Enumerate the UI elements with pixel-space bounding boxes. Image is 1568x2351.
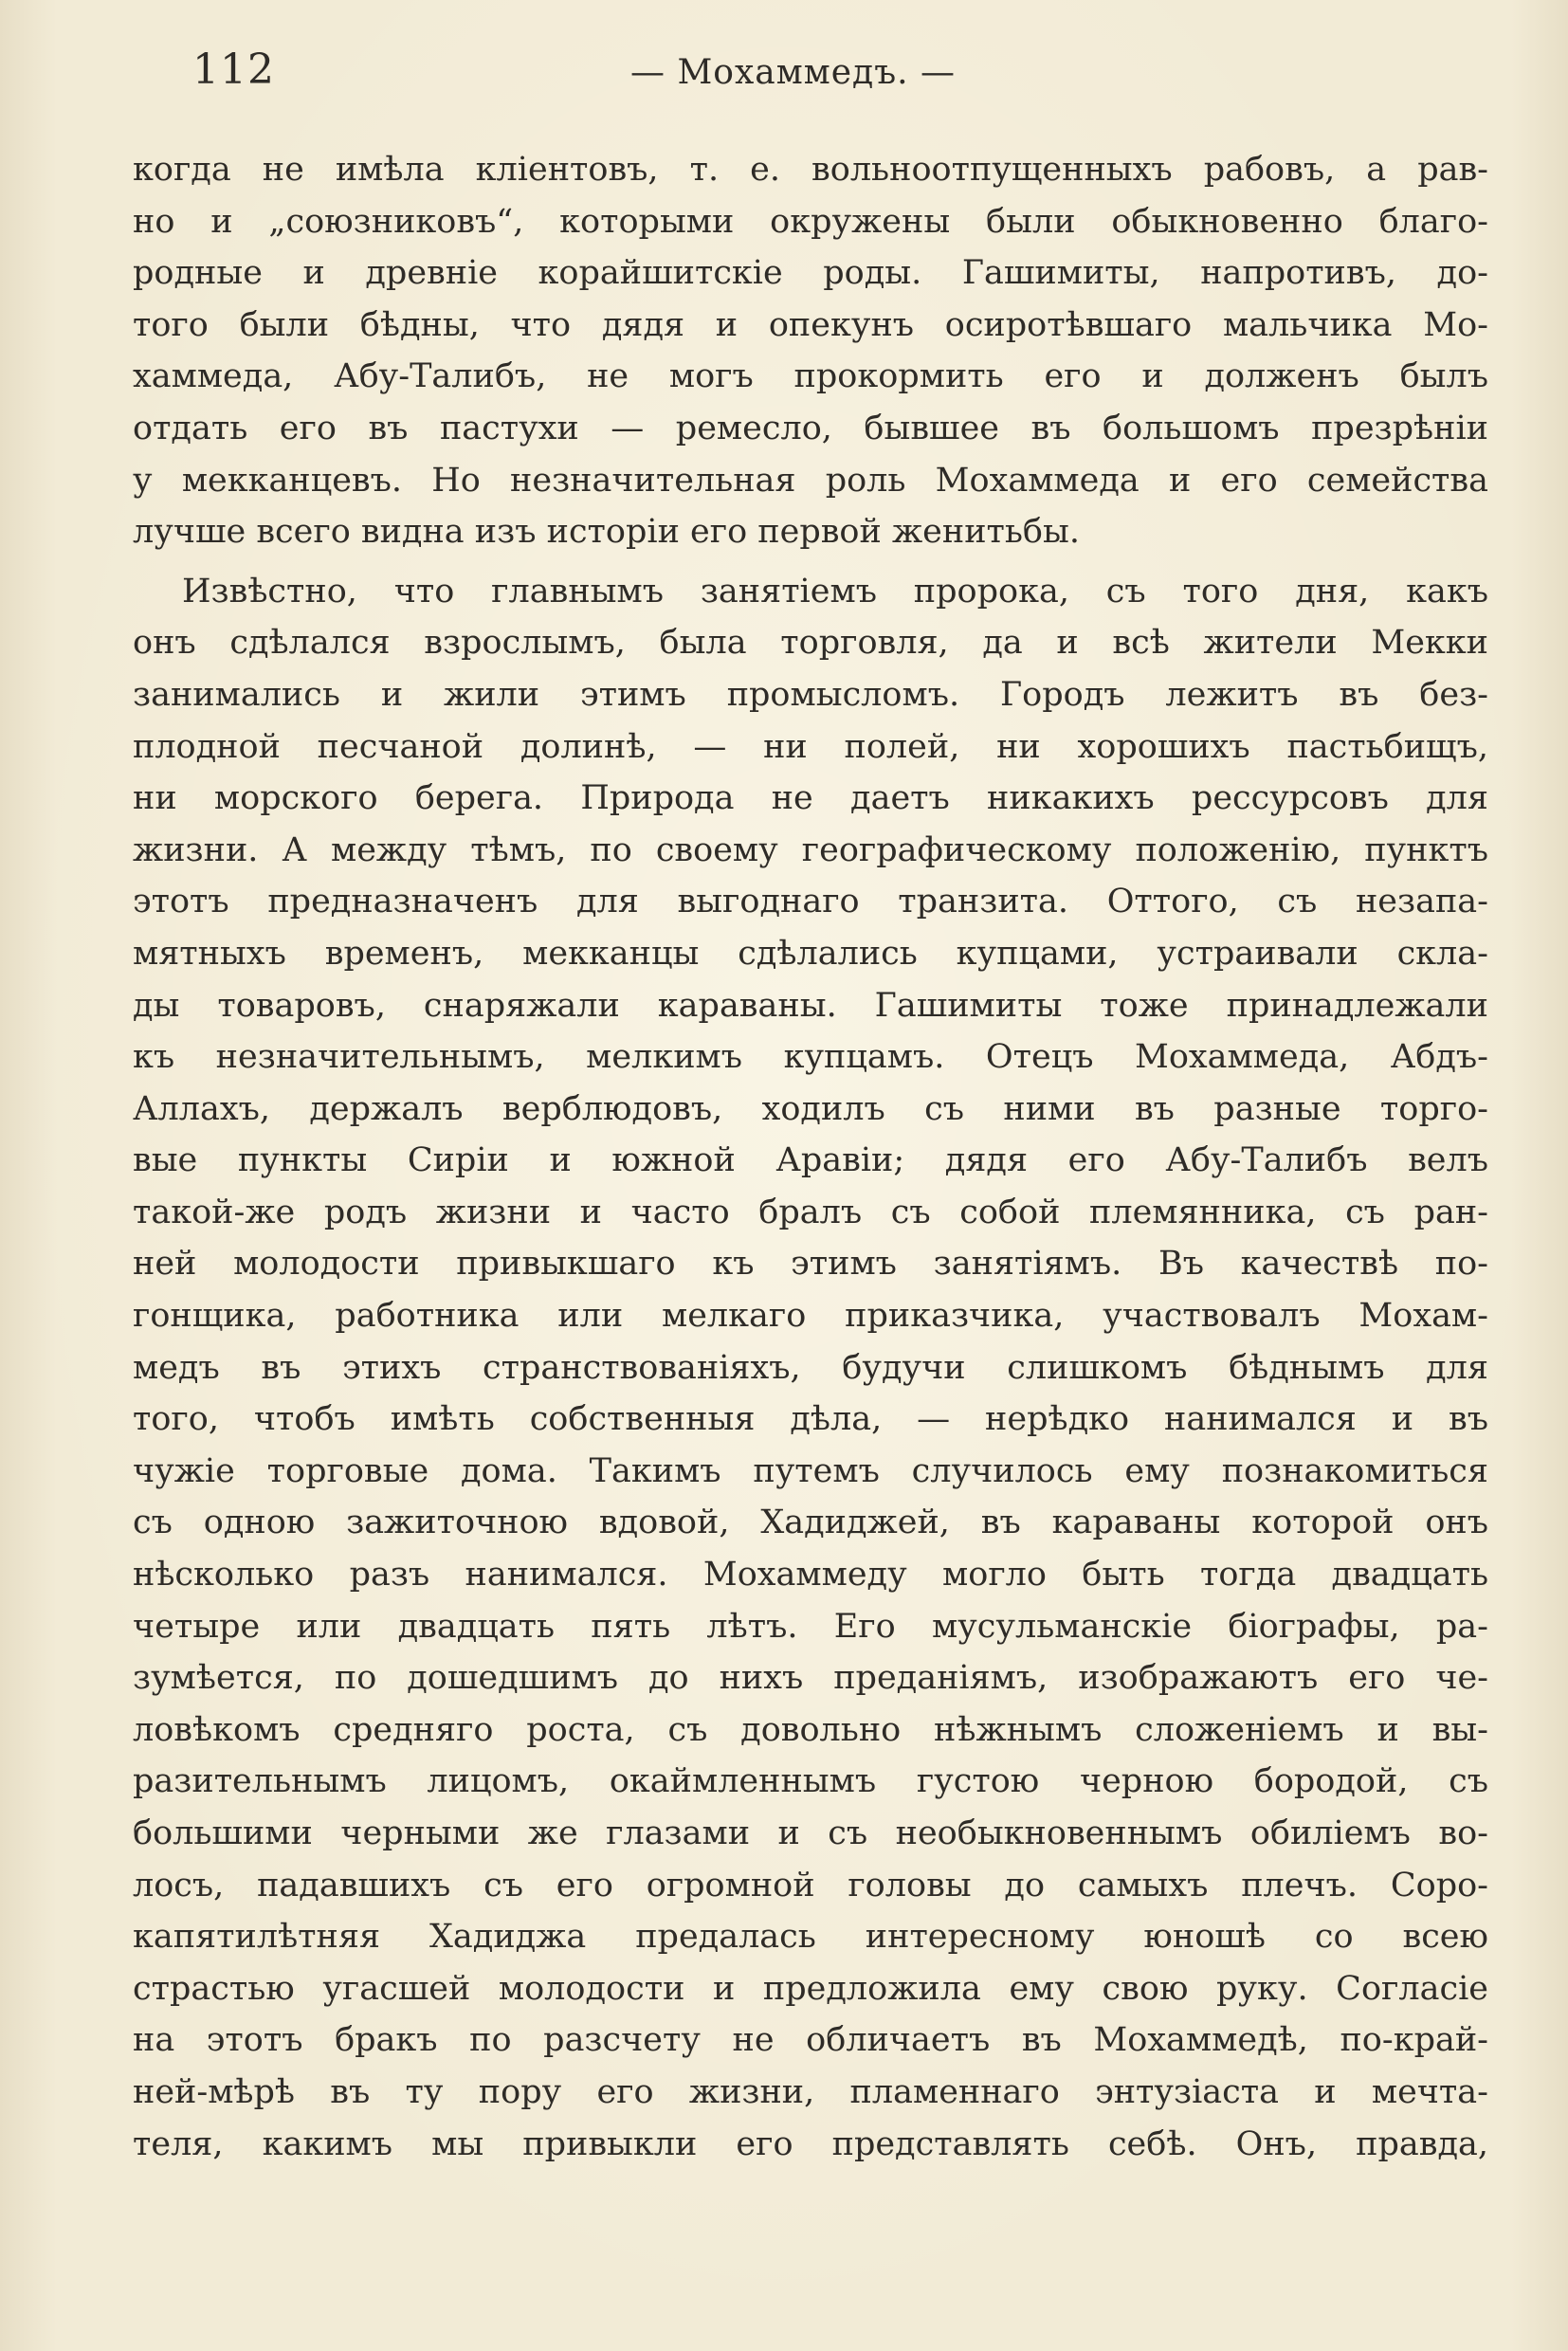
page-number: 112 (192, 46, 275, 94)
text-line: жизни. А между тѣмъ, по своему географическому положенію, пунктъ (133, 830, 1488, 869)
page-header (185, 46, 1493, 112)
text-line: на этотъ бракъ по разсчету не обличаетъ въ Мохаммедѣ, по-край- (133, 2021, 1488, 2060)
text-line: такой-же родъ жизни и часто бралъ съ собой племянника, съ ран- (133, 1193, 1488, 1231)
text-line: къ незначительнымъ, мелкимъ купцамъ. Отецъ Мохаммеда, Абдъ- (133, 1038, 1488, 1077)
text-line: Аллахъ, держалъ верблюдовъ, ходилъ съ ними въ разные торго- (133, 1089, 1488, 1128)
text-line: теля, какимъ мы привыкли его представлять себѣ. Онъ, правда, (133, 2124, 1488, 2163)
text-line: этотъ предназначенъ для выгоднаго транзита. Оттого, съ незапа- (133, 883, 1488, 921)
text-line: нѣсколько разъ нанимался. Мохаммеду могло быть тогда двадцать (133, 1556, 1488, 1595)
text-line: когда не имѣла кліентовъ, т. е. вольноотпущенныхъ рабовъ, а рав- (133, 151, 1488, 189)
text-line: ловѣкомъ средняго роста, съ довольно нѣжнымъ сложеніемъ и вы- (133, 1710, 1488, 1749)
text-line: родные и древніе корайшитскіе роды. Гашимиты, напротивъ, до- (133, 254, 1488, 293)
text-line: медъ въ этихъ странствованіяхъ, будучи слишкомъ бѣднымъ для (133, 1348, 1488, 1387)
text-line: капятилѣтняя Хадиджа предалась интересному юношѣ со всею (133, 1918, 1488, 1957)
text-line: страстью угасшей молодости и предложила ему свою руку. Согласіе (133, 1969, 1488, 2008)
text-line: ней-мѣрѣ въ ту пору его жизни, пламеннаго энтузіаста и мечта- (133, 2072, 1488, 2111)
text-line: но и „союзниковъ“, которыми окружены были обыкновенно благо- (133, 202, 1488, 241)
text-line: большими черными же глазами и съ необыкновеннымъ обиліемъ во- (133, 1814, 1488, 1852)
text-line: плодной песчаной долинѣ, — ни полей, ни хорошихъ пастьбищъ, (133, 727, 1488, 766)
body-text (133, 144, 1488, 2170)
text-line: мятныхъ временъ, мекканцы сдѣлались купцами, устраивали скла- (133, 934, 1488, 973)
text-line: того были бѣдны, что дядя и опекунъ осиротѣвшаго мальчика Мо- (133, 305, 1488, 344)
text-line: занимались и жили этимъ промысломъ. Городъ лежитъ въ без- (133, 675, 1488, 714)
text-line: того, чтобъ имѣть собственныя дѣла, — нерѣдко нанимался и въ (133, 1400, 1488, 1439)
text-line: отдать его въ пастухи — ремесло, бывшее въ большомъ презрѣніи (133, 409, 1488, 447)
text-line: вые пункты Сиріи и южной Аравіи; дядя его Абу-Талибъ велъ (133, 1141, 1488, 1180)
text-line: лосъ, падавшихъ съ его огромной головы до самыхъ плечъ. Соро- (133, 1866, 1488, 1904)
text-line: ды товаровъ, снаряжали караваны. Гашимиты тоже принадлежали (133, 986, 1488, 1025)
text-line: хаммеда, Абу-Талибъ, не могъ прокормить его и долженъ былъ (133, 357, 1488, 396)
text-line: зумѣется, по дошедшимъ до нихъ преданіямъ, изображаютъ его че- (133, 1659, 1488, 1698)
text-line: ней молодости привыкшаго къ этимъ занятіямъ. Въ качествѣ по- (133, 1245, 1488, 1284)
paragraph-first-line: Извѣстно, что главнымъ занятіемъ пророка, съ того дня, какъ (182, 572, 1488, 611)
paragraph-gap (133, 558, 1488, 566)
text-line: у мекканцевъ. Но незначительная роль Мохаммеда и его семейства (133, 461, 1488, 500)
text-line: разительнымъ лицомъ, окаймленнымъ густою черною бородой, съ (133, 1762, 1488, 1801)
text-line: онъ сдѣлался взрослымъ, была торговля, да и всѣ жители Мекки (133, 624, 1488, 663)
text-line: гонщика, работника или мелкаго приказчика, участвовалъ Мохам- (133, 1297, 1488, 1336)
text-line: лучше всего видна изъ исторіи его первой женитьбы. (133, 513, 1080, 552)
text-line: съ одною зажиточною вдовой, Хадиджей, въ караваны которой онъ (133, 1504, 1488, 1542)
text-line: чужіе торговые дома. Такимъ путемъ случилось ему познакомиться (133, 1451, 1488, 1490)
text-line: ни морского берега. Природа не даетъ никакихъ рессурсовъ для (133, 779, 1488, 818)
running-head: — Мохаммедъ. — (630, 53, 957, 92)
text-line: четыре или двадцать пять лѣтъ. Его мусульманскіе біографы, ра- (133, 1607, 1488, 1646)
